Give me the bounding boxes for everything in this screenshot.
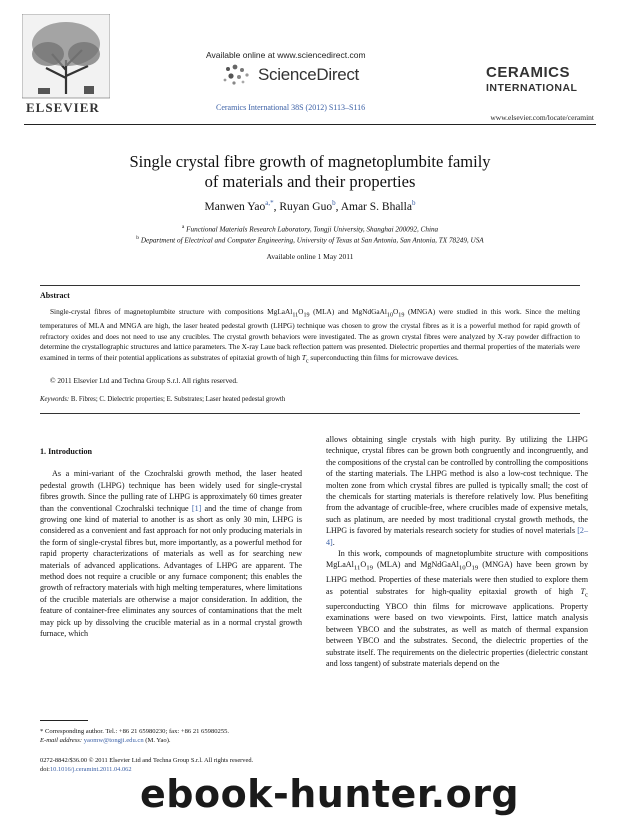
text-run: O: [298, 307, 304, 316]
keywords-list: B. Fibres; C. Dielectric properties; E. Substrates; Laser heated pedestal growth: [69, 396, 286, 403]
text-run: (MNGA) were studied in this work. Since the melting temperatures of MLA and MNGA are high, the laser heated pedestal growth (LHPG) technique was chosen to grow the crystal fibres as it is a powerful method for rapid growth of refractory oxides and does not need to use any crucibles. The crystal growth behaviors were investigated. The as grown crystal fibres were analyzed by X-ray powder diffraction to determine the crystallographic structures and lattice parameters. The X-ray Laue back reflection pattern was presented. Dielectric properties and thermal properties of the materials were examined in terms of their potential applications as substrates of epitaxial growth of high: [40, 307, 580, 362]
paragraph: [326, 434, 588, 548]
affiliation-text: Department of Electrical and Computer Engineering, University of Texas at San Antonia, San Antonia, TX 78249, USA: [140, 236, 484, 245]
keywords: [40, 396, 285, 403]
abstract-text: [40, 307, 580, 367]
author-name[interactable]: Ruyan Guo: [279, 200, 333, 213]
footnote-star: *: [40, 728, 44, 735]
footnote-line: [40, 736, 310, 745]
subscript: 19: [471, 565, 479, 573]
text-run: superconducting thin films for microwave devices.: [308, 352, 459, 362]
affiliation-mark: a: [181, 224, 185, 230]
journal-logo-line1: CERAMICS: [486, 64, 571, 81]
journal-url[interactable]: www.elsevier.com/locate/ceramint: [490, 113, 594, 122]
author-name[interactable]: Amar S. Bhalla: [340, 200, 412, 213]
affiliation-mark: b: [136, 235, 140, 241]
corresponding-author-footnote: [40, 727, 310, 745]
header-divider: [24, 124, 596, 125]
abstract-top-rule: [40, 285, 580, 286]
text-run: In this work, compounds of magnetoplumbite structure with compositions MgLaAl: [326, 549, 588, 570]
abstract-bottom-rule: [40, 413, 580, 414]
text-run: O: [465, 560, 472, 570]
journal-header: [0, 0, 620, 130]
abstract-heading: Abstract: [40, 291, 70, 300]
body-column-right: [326, 434, 588, 669]
subscript: 11: [353, 565, 361, 573]
text-run: superconducting YBCO thin films for microwave applications. Property examinations were based on two viewpoints. First, lattice match analysis between YBCO and the substrates, as well as match of thermal expansion between YBCO and the substrates. Second, the dielectric properties of the substrate itself. The requirements on the dielectric properties (dielectric constant and loss tangent) of substrate materials depend on the: [326, 601, 588, 668]
sciencedirect-wordmark: ScienceDirect: [258, 65, 359, 84]
title-line: of materials and their properties: [204, 172, 416, 191]
email-link[interactable]: yaomw@tongji.edu.cn: [83, 737, 144, 744]
paragraph: [326, 548, 588, 669]
subscript: 11: [292, 312, 299, 319]
footnote-contact: Corresponding author. Tel.: +86 21 65980230; fax: +86 21 65980255.: [43, 728, 230, 735]
body-column-left: [40, 446, 302, 640]
text-run: (MLA) and MgNdGaAl: [309, 307, 387, 316]
affiliation-text: Functional Materials Research Laboratory, Tongji University, Shanghai 200092, China: [186, 225, 439, 234]
text-run: and the time of change from growing one kind of material to another is as short as only 30 min, LHPG is considered as a convenient and fast approach for not only producing materials in the form of single-crystal fibres but, more importantly, as a powerful method for rapid property characterizations of materials as well as for searching new materials of advanced applications. Advantages of LHPG are apparent. The method does not require a crucible or any furnace component; this enables the growth of refractory materials with high melting temperatures, where limitations of the crucible materials are otherwise a major consideration. In addition, the feature of container-free eliminates any sources of contaminations that the melt may pick up by dissolving the crucible material as in a normal crystal growth furnace, which: [40, 503, 302, 639]
publisher-name: ELSEVIER: [26, 100, 100, 115]
email-label: E-mail address:: [40, 737, 83, 744]
text-run: allows obtaining single crystals with high purity. By utilizing the LHPG technique, crystal fibres can be grown both congruently and incongruently, and the compositions of the crystal can be controlled by controlling the compositions of the starting materials. The LHPG method is also a low-cost technique. The molten zone from which crystal fibres are pulled is typically small; the cost of the chemicals for starting materials is therefore relatively low. Plus benefiting from the advantage of crucible-free, where crucibles made of expensive metals, such as platinum, are needed by most traditional crystal growth methods, the LHPG is favored by materials research society for studies of novel materials: [326, 435, 588, 536]
affiliation-a: [40, 224, 580, 233]
text-run: .: [332, 537, 335, 547]
text-run: O: [360, 560, 367, 570]
section-heading: 1. Introduction: [40, 447, 93, 456]
issn-line: 0272-8842/$36.00 © 2011 Elsevier Ltd and Techna Group S.r.l. All rights reserved.: [40, 757, 254, 764]
author-affiliation-mark[interactable]: b: [411, 199, 416, 207]
subscript: 10: [458, 565, 466, 573]
title-line: Single crystal fibre growth of magnetoplumbite family: [129, 152, 491, 171]
math-variable: T: [301, 352, 306, 362]
text-run: As a mini-variant of the Czochralski growth method, the laser heated pedestal growth (LHPG) technique has been widely used for single-crystal fibres growth. Since the pulling rate of LHPG is approximately 60 times greater than the conventional Czochralski technique: [40, 469, 302, 513]
subscript: 19: [303, 312, 310, 319]
journal-logo-line2: INTERNATIONAL: [486, 82, 578, 94]
citation-link[interactable]: [2–4]: [326, 526, 588, 547]
email-suffix: (M. Yao).: [143, 737, 171, 744]
author-affiliation-mark[interactable]: a,*: [265, 199, 274, 207]
footnote-rule: [40, 720, 88, 721]
available-online-notice: Available online at www.sciencedirect.com: [206, 50, 366, 60]
subscript: 19: [398, 312, 405, 319]
subscript: 19: [366, 565, 373, 573]
doi-link[interactable]: 10.1016/j.ceramint.2011.04.062: [49, 766, 132, 773]
text-run: Single-crystal fibres of magnetoplumbite structure with compositions MgLaAl: [50, 307, 293, 316]
affiliation-b: [40, 235, 580, 244]
subscript: c: [305, 358, 309, 365]
text-run: (MNGA) have been grown by LHPG method. Properties of these materials were then studied to explore them as potential substrates for high-quality epitaxial growth of high: [326, 560, 588, 596]
subscript: c: [585, 591, 588, 599]
text-run: (MLA) and MgNdGaAl: [372, 560, 459, 570]
doi-label: doi:: [40, 766, 50, 773]
journal-citation-link[interactable]: Ceramics International 38S (2012) S113–S116: [216, 103, 366, 112]
elsevier-tree-logo: [22, 14, 110, 110]
footnote-line: [40, 727, 310, 736]
text-run: O: [393, 307, 399, 316]
keywords-label: Keywords:: [40, 396, 70, 403]
math-variable: T: [580, 586, 585, 596]
watermark-text: ebook-hunter.org: [140, 772, 520, 816]
subscript: 10: [386, 312, 393, 319]
paragraph: [40, 468, 302, 639]
author-name[interactable]: Manwen Yao: [204, 200, 266, 213]
article-title: [40, 152, 580, 192]
author-list: Manwen Yao$^{a,*}$, Ruyan Guo$^b$, Amar S. Bhalla$^b$: [204, 199, 416, 213]
citation-link[interactable]: [1]: [191, 503, 202, 513]
available-online-date: Available online 1 May 2011: [266, 252, 354, 261]
author-affiliation-mark[interactable]: b: [332, 199, 336, 207]
abstract-copyright: © 2011 Elsevier Ltd and Techna Group S.r.l. All rights reserved.: [50, 376, 238, 385]
